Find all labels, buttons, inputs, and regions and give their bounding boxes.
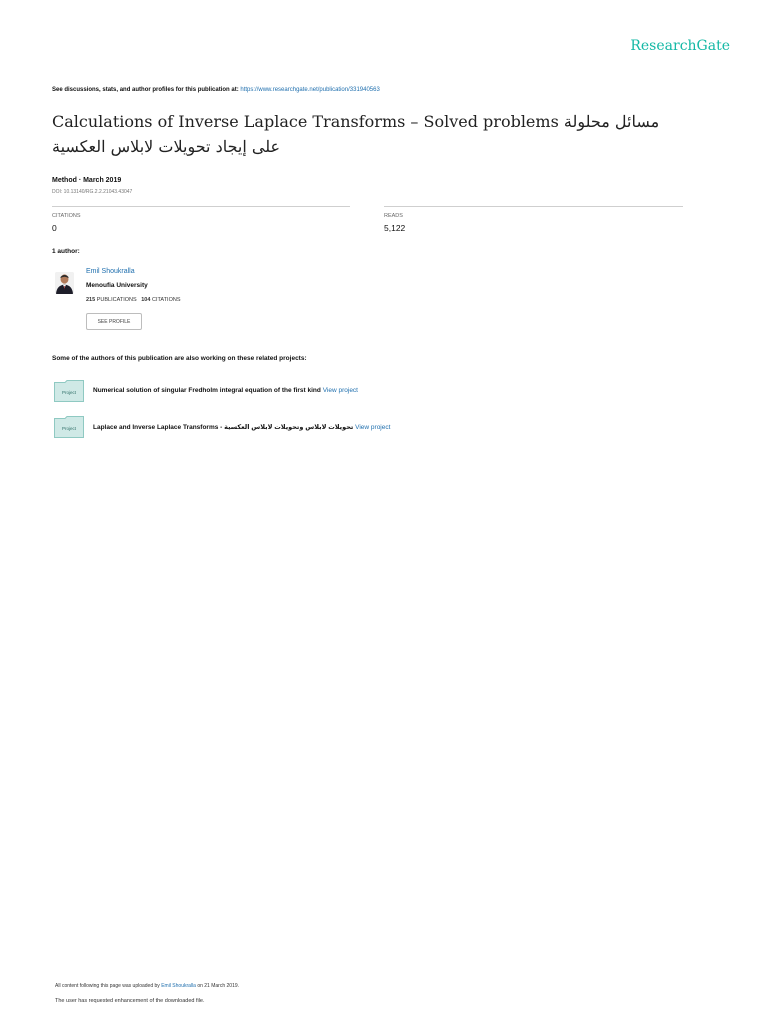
upload-note-prefix: All content following this page was uploaded by — [55, 983, 160, 989]
upload-note-suffix: on 21 March 2019. — [197, 983, 240, 989]
project-icon[interactable] — [54, 416, 84, 438]
project-title: Numerical solution of singular Fredholm integral equation of the first kind — [93, 387, 321, 394]
upload-note — [55, 983, 239, 989]
uploader-link[interactable]: Emil Shoukralla — [161, 983, 196, 989]
folder-icon — [54, 380, 84, 402]
publication-type-date: Method · March 2019 — [52, 177, 122, 184]
author-publications-label: PUBLICATIONS — [96, 297, 137, 303]
reads-value: 5,122 — [384, 223, 406, 233]
publication-doi: DOI: 10.13140/RG.2.2.21043.43047 — [52, 189, 133, 195]
folder-icon — [54, 416, 84, 438]
author-name-link[interactable]: Emil Shoukralla — [86, 268, 135, 275]
author-citations-label: CITATIONS — [151, 297, 181, 303]
related-projects-heading: Some of the authors of this publication are also working on these related projects: — [52, 355, 307, 362]
see-profile-button[interactable]: SEE PROFILE — [86, 313, 142, 330]
citations-divider — [52, 206, 350, 207]
view-project-link[interactable]: View project — [322, 387, 358, 394]
author-affiliation: Menoufia University — [86, 282, 148, 289]
related-project-item — [93, 387, 358, 394]
authors-heading: 1 author: — [52, 248, 80, 255]
enhancement-note: The user has requested enhancement of the downloaded file. — [55, 998, 205, 1004]
person-icon — [55, 272, 74, 294]
project-title: Laplace and Inverse Laplace Transforms - تحويلات لابلاس وتحويلات لابلاس العكسية — [93, 424, 354, 431]
author-citations-count: 104 — [141, 297, 151, 303]
publication-url-link[interactable]: https://www.researchgate.net/publication/331940563 — [240, 87, 380, 93]
author-avatar[interactable] — [55, 272, 74, 294]
discuss-prefix: See discussions, stats, and author profiles for this publication at: — [52, 87, 239, 93]
citations-label: CITATIONS — [52, 213, 81, 219]
reads-divider — [384, 206, 683, 207]
reads-label: READS — [384, 213, 403, 219]
citations-value: 0 — [52, 223, 57, 233]
author-publications-count: 215 — [86, 297, 96, 303]
discuss-line — [52, 87, 380, 93]
researchgate-logo[interactable]: ResearchGate — [630, 38, 730, 54]
related-project-item — [93, 423, 390, 431]
view-project-link[interactable]: View project — [355, 424, 391, 431]
author-stats — [86, 297, 181, 303]
publication-title: Calculations of Inverse Laplace Transforms – Solved problems مسائل محلولة على إيجاد تحويلات لابلاس العكسية — [52, 112, 660, 156]
project-icon-label: Project — [61, 390, 77, 395]
project-icon[interactable] — [54, 380, 84, 402]
project-icon-label: Project — [61, 426, 77, 431]
